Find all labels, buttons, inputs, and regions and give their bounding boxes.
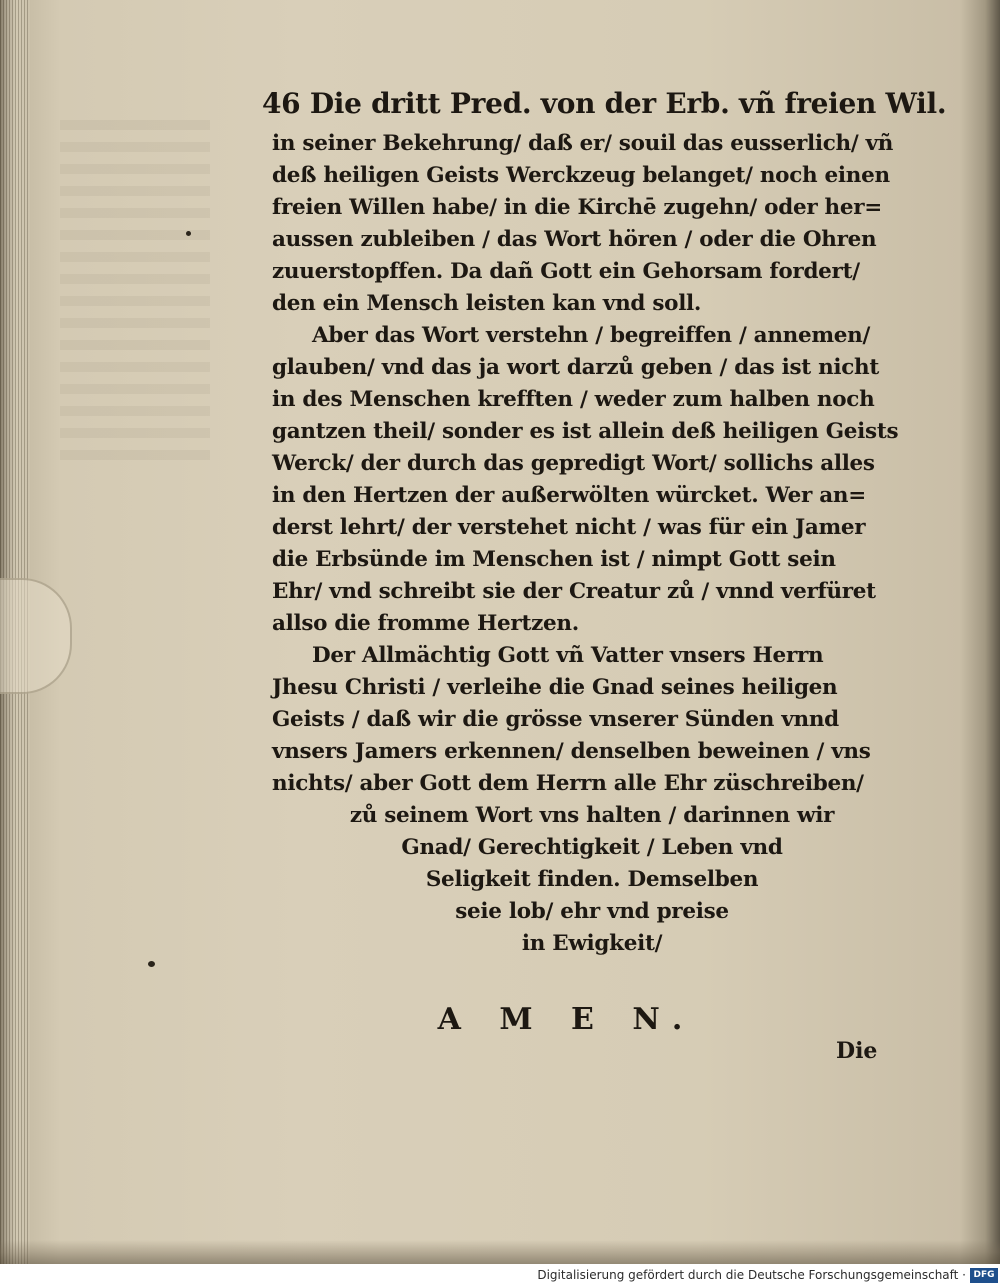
text-line: den ein Mensch leisten kan vnd soll. (272, 291, 702, 316)
text-line: nichts/ aber Gott dem Herrn alle Ehr züschreiben/ (272, 771, 864, 796)
digitization-footer (0, 1264, 1000, 1288)
text-line: in seiner Bekehrung/ daß er/ souil das eusserlich/ vñ (272, 131, 894, 156)
ink-speck (148, 961, 155, 967)
text-line: Geists / daß wir die grösse vnserer Sünden vnnd (272, 707, 839, 732)
text-line: vnsers Jamers erkennen/ denselben beweinen / vns (272, 739, 871, 764)
text-line: Der Allmächtig Gott vñ Vatter vnsers Herrn (312, 643, 824, 668)
text-line: glauben/ vnd das ja wort darzů geben / das ist nicht (272, 355, 880, 380)
running-header: 46 Die dritt Pred. von der Erb. vñ freien Wil. (262, 87, 947, 120)
text-line: aussen zubleiben / das Wort hören / oder die Ohren (272, 227, 877, 252)
text-line: Seligkeit finden. Demselben (425, 867, 759, 892)
closing-amen: A M E N. (437, 1002, 697, 1037)
text-line: allso die fromme Hertzen. (272, 611, 579, 636)
text-line: seie lob/ ehr vnd preise (455, 899, 729, 924)
print-text-block (262, 84, 947, 1040)
show-through-text (60, 120, 210, 460)
text-line: Ehr/ vnd schreibt sie der Creatur zů / vnnd verfüret (272, 579, 876, 604)
text-line: in Ewigkeit/ (521, 931, 663, 956)
text-line: in des Menschen krefften / weder zum halben noch (272, 387, 875, 412)
text-line: freien Willen habe/ in die Kirchē zugehn/ oder her= (272, 195, 882, 220)
text-line: derst lehrt/ der verstehet nicht / was für ein Jamer (272, 515, 866, 540)
text-line: zů seinem Wort vns halten / darinnen wir (349, 803, 835, 828)
ink-speck (186, 231, 191, 236)
text-line: Werck/ der durch das gepredigt Wort/ sollichs alles (272, 451, 875, 476)
catchword: Die (836, 1038, 878, 1064)
text-line: die Erbsünde im Menschen ist / nimpt Gott sein (272, 547, 836, 572)
dfg-logo: DFG (970, 1268, 998, 1283)
text-line: zuuerstopffen. Da dañ Gott ein Gehorsam fordert/ (272, 259, 860, 284)
text-line: deß heiligen Geists Werckzeug belanget/ noch einen (272, 163, 890, 188)
text-line: in den Hertzen der außerwölten würcket. Wer an= (272, 483, 866, 508)
text-line: Jhesu Christi / verleihe die Gnad seines heiligen (272, 675, 838, 700)
text-line: Gnad/ Gerechtigkeit / Leben vnd (401, 835, 783, 860)
funding-credit: Digitalisierung gefördert durch die Deutsche Forschungsgemeinschaft · (537, 1268, 966, 1282)
paper-fold (0, 578, 72, 694)
text-line: Aber das Wort verstehn / begreiffen / annemen/ (312, 323, 871, 348)
text-line: gantzen theil/ sonder es ist allein deß heiligen Geists (272, 419, 899, 444)
page-bottom-edge (0, 1240, 1000, 1264)
